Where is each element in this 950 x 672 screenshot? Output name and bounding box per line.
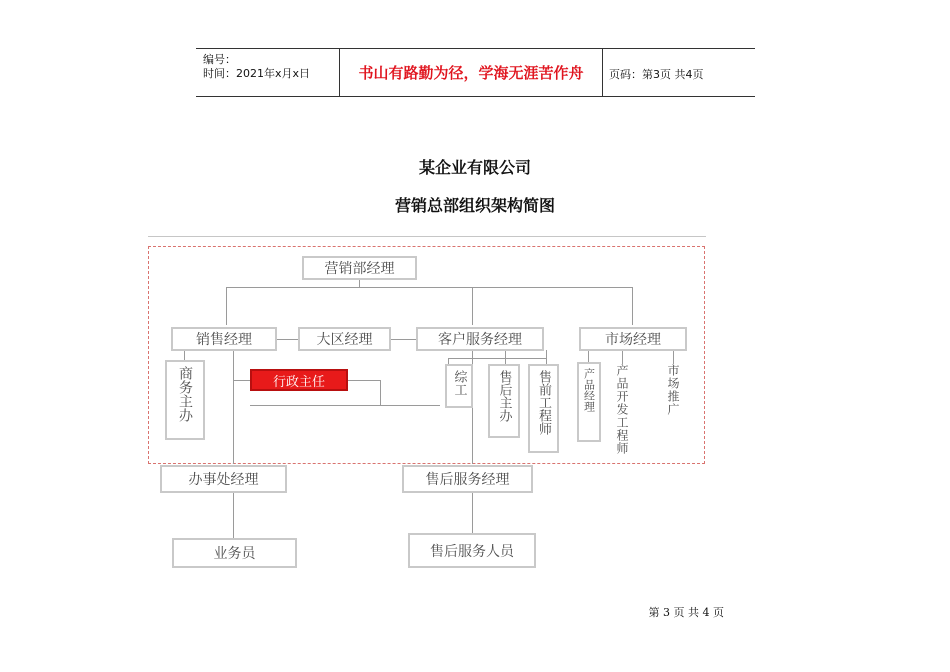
connector xyxy=(673,350,674,364)
connector xyxy=(390,339,416,340)
chart-top-rule xyxy=(148,236,706,237)
header-bottom-rule xyxy=(196,96,755,97)
org-node-market-manager: 市场经理 xyxy=(579,327,687,351)
org-node-after-sales-supervisor: 售后主办 xyxy=(488,364,520,438)
page-code: 页码：第3页 共4页 xyxy=(609,68,704,81)
connector xyxy=(380,380,381,406)
org-node-after-sales-service-manager: 售后服务经理 xyxy=(402,465,533,493)
connector xyxy=(233,350,234,464)
org-node-regional-manager: 大区经理 xyxy=(298,327,391,351)
connector xyxy=(588,350,589,362)
org-node-general-worker: 综工 xyxy=(445,364,473,408)
connector xyxy=(250,405,440,406)
connector xyxy=(448,358,547,359)
connector xyxy=(233,492,234,538)
connector xyxy=(472,287,473,325)
org-node-customer-service-manager: 客户服务经理 xyxy=(416,327,544,351)
chart-title: 营销总部组织架构简图 xyxy=(394,196,555,215)
org-node-sales-staff: 业务员 xyxy=(172,538,297,568)
org-node-presales-engineer: 售前工程师 xyxy=(528,364,559,453)
connector xyxy=(632,287,633,325)
doc-number-label: 编号： xyxy=(203,53,236,66)
connector xyxy=(226,287,633,288)
header-top-rule xyxy=(196,48,755,49)
org-node-after-sales-staff: 售后服务人员 xyxy=(408,533,536,568)
org-node-market-promotion: 市场推广 xyxy=(666,364,680,416)
org-node-product-development-engineer: 产品开发工程师 xyxy=(615,364,629,455)
page-footer: 第 3 页 共 4 页 xyxy=(648,606,724,619)
doc-date: 时间：2021年x月x日 xyxy=(203,67,311,80)
org-node-product-manager: 产品经理 xyxy=(577,362,601,442)
company-title: 某企业有限公司 xyxy=(418,158,531,177)
connector xyxy=(276,339,298,340)
connector xyxy=(622,350,623,364)
header-motto: 书山有路勤为径，学海无涯苦作舟 xyxy=(358,64,584,82)
connector xyxy=(348,380,380,381)
org-node-admin-supervisor: 行政主任 xyxy=(250,369,348,391)
header-divider-right xyxy=(602,48,603,96)
connector xyxy=(472,492,473,534)
org-node-marketing-dept-manager: 营销部经理 xyxy=(302,256,417,280)
org-node-office-manager: 办事处经理 xyxy=(160,465,287,493)
connector xyxy=(233,380,250,381)
org-node-sales-manager: 销售经理 xyxy=(171,327,277,351)
connector xyxy=(226,287,227,325)
org-node-business-supervisor: 商务主办 xyxy=(165,360,205,440)
